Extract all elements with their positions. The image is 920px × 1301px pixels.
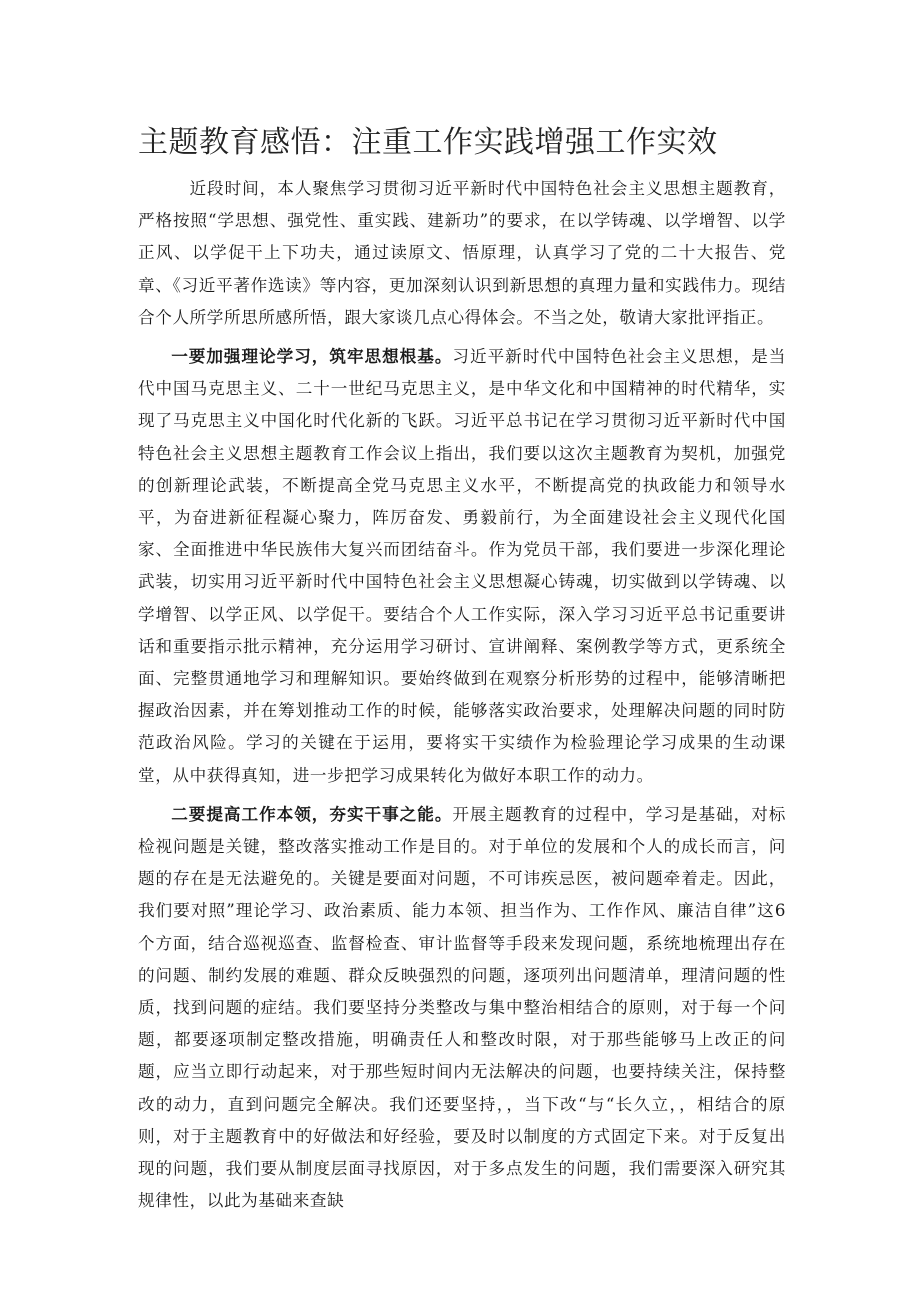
document-title: 主题教育感悟：注重工作实践增强工作实效: [138, 125, 718, 160]
section-2-text: 开展主题教育的过程中，学习是基础，对标检视问题是关键，整改落实推动工作是目的。对于单位的发展和个人的成长而言，问题的存在是无法避免的。关键是要面对问题，不可讳疾忌医，被问题牵着走。因此，我们要对照”理论学习、政治素质、能力本领、担当作为、工作作风、廉洁自律”这6个方面，结合巡视巡查、监督检查、审计监督等手段来发现问题，系统地梳理出存在的问题、制约发展的难题、群众反映强烈的问题，逐项列出问题清单，理清问题的性质，找到问题的症结。我们要坚持分类整改与集中整治相结合的原则，对于每一个问题，都要逐项制定整改措施，明确责任人和整改时限，对于那些能够马上改正的问题，应当立即行动起来，对于那些短时间内无法解决的问题，也要持续关注，保持整改的动力，直到问题完全解决。我们还要坚持，，当下改“与“长久立，，相结合的原则，对于主题教育中的好做法和好经验，要及时以制度的方式固定下来。对于反复出现的问题，我们要从制度层面寻找原因，对于多点发生的问题，我们需要深入研究其规律性，以此为基础来查缺: [138, 804, 786, 1211]
section-2-heading: 二要提高工作本领，夯实干事之能。: [171, 803, 453, 824]
section-1-paragraph: [138, 340, 786, 792]
section-1-text: 习近平新时代中国特色社会主义思想，是当代中国马克思主义、二十一世纪马克思主义，是中华文化和中国精神的时代精华，实现了马克思主义中国化时代化新的飞跃。习近平总书记在学习贯彻习近平新时代中国特色社会主义思想主题教育工作会议上指出，我们要以这次主题教育为契机，加强党的创新理论武装，不断提高全党马克思主义水平，不断提高党的执政能力和领导水平，为奋进新征程凝心聚力，阵厉奋发、勇毅前行，为全面建设社会主义现代化国家、全面推进中华民族伟大复兴而团结奋斗。作为党员干部，我们要进一步深化理论武装，切实用习近平新时代中国特色社会主义思想凝心铸魂，切实做到以学铸魂、以学增智、以学正风、以学促干。要结合个人工作实际，深入学习习近平总书记重要讲话和重要指示批示精神，充分运用学习研讨、宣讲阐释、案例教学等方式，更系统全面、完整贯通地学习和理解知识。要始终做到在观察分析形势的过程中，能够清晰把握政治因素，并在筹划推动工作的时候，能够落实政治要求，处理解决问题的同时防范政治风险。学习的关键在于运用，要将实干实绩作为检验理论学习成果的生动课堂，从中获得真知，进一步把学习成果转化为做好本职工作的动力。: [138, 347, 786, 785]
document-body: [138, 173, 786, 1224]
section-1-heading: 一要加强理论学习，筑牢思想根基。: [171, 346, 453, 367]
section-2-paragraph: [138, 798, 786, 1218]
intro-paragraph: 近段时间，本人聚焦学习贯彻习近平新时代中国特色社会主义思想主题教育，严格按照“学思想、强党性、重实践、建新功”的要求，在以学铸魂、以学增智、以学正风、以学促干上下功夫，通过读原文、悟原理，认真学习了党的二十大报告、党章、《习近平著作选读》等内容，更加深刻认识到新思想的真理力量和实践伟力。现结合个人所学所思所感所悟，跟大家谈几点心得体会。不当之处，敬请大家批评指正。: [138, 179, 786, 327]
